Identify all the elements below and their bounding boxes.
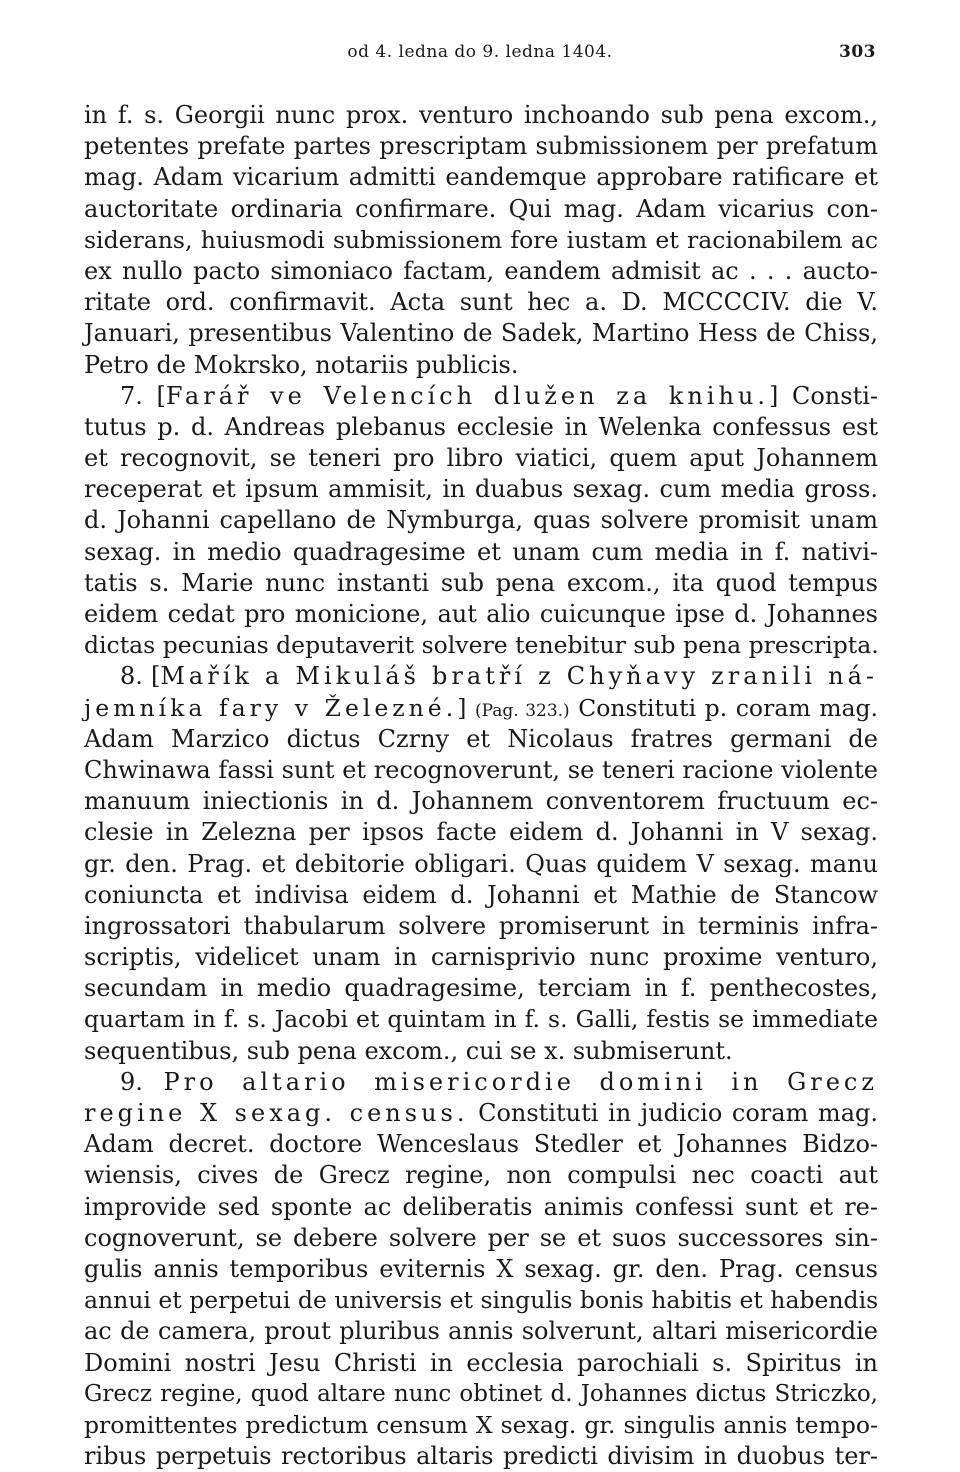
text-line — [84, 1316, 878, 1347]
text-line — [84, 1254, 878, 1285]
text-line — [84, 1036, 878, 1067]
running-header — [0, 42, 960, 66]
text-line — [84, 131, 878, 162]
text-run: 9. — [120, 1067, 164, 1096]
text-run: Chwinawa fassi sunt et recognoverunt, se teneri racione violente — [84, 755, 878, 784]
text-line — [84, 443, 878, 474]
section-heading-text: jemníka fary v Železné. — [84, 693, 458, 722]
text-run: ingrossatori thabularum solvere promiserunt in terminis infra- — [84, 911, 878, 940]
text-line — [84, 1223, 878, 1254]
text-line — [84, 724, 878, 755]
text-run: 7. [ — [120, 381, 166, 410]
text-line — [84, 1285, 878, 1316]
text-line — [84, 911, 878, 942]
section-heading-text: regine X sexag. census. — [84, 1099, 469, 1127]
text-line — [84, 1348, 878, 1379]
body-text — [84, 100, 878, 1472]
text-run: auctoritate ordinaria confirmare. Qui mag. Adam vicarius con- — [84, 194, 878, 223]
text-run: ritate ord. confirmavit. Acta sunt hec a. D. MCCCCIV. die V. — [84, 288, 878, 317]
text-run: dictas pecunias deputaverit solvere tenebitur sub pena prescripta. — [84, 631, 879, 660]
text-run: et recognovit, se teneri pro libro viatici, quem aput Johannem — [84, 444, 878, 473]
text-line — [84, 194, 878, 225]
section-heading-text: Pro altario misericordie domini in Grecz — [163, 1067, 879, 1096]
text-run: manuum iniectionis in d. Johannem conventorem fructuum ec- — [84, 787, 878, 816]
page-reference: (Pag. 323.) — [474, 700, 570, 721]
text-run: annui et perpetui de universis et singulis bonis habitis et habendis — [84, 1286, 879, 1315]
text-line — [84, 1410, 878, 1441]
text-line — [84, 568, 878, 599]
text-run: wiensis, cives de Grecz regine, non compulsi nec coacti aut — [84, 1161, 878, 1190]
text-run: secundam in medio quadragesime, terciam in f. penthecostes, — [84, 974, 878, 1003]
text-line — [84, 474, 878, 505]
text-line — [84, 412, 878, 443]
text-run: sequentibus, sub pena excom., cui se x. submiserunt. — [84, 1036, 733, 1065]
text-run: gulis annis temporibus eviternis X sexag. gr. den. Prag. census — [84, 1254, 878, 1283]
text-line — [84, 1160, 878, 1191]
text-line — [84, 1129, 878, 1160]
text-run: Adam Marzico dictus Czrny et Nicolaus fratres germani de — [84, 724, 878, 753]
text-line — [84, 225, 878, 256]
text-line — [84, 1192, 878, 1223]
text-line — [84, 973, 878, 1004]
text-run: coniuncta et indivisa eidem d. Johanni et Mathie de Stancow — [84, 880, 878, 909]
text-line — [84, 537, 878, 568]
text-run: ac de camera, prout pluribus annis solverunt, altari misericordie — [84, 1317, 878, 1346]
text-run: tutus p. d. Andreas plebanus ecclesie in Welenka confessus est — [84, 412, 878, 441]
text-line — [84, 100, 878, 131]
text-run: in f. s. Georgii nunc prox. venturo inchoando sub pena excom., — [84, 101, 878, 129]
text-run: d. Johanni capellano de Nymburga, quas solvere promisit unam — [84, 506, 878, 535]
text-line — [84, 849, 878, 880]
text-run: Januari, presentibus Valentino de Sadek, Martino Hess de Chiss, — [84, 319, 878, 348]
text-line — [84, 350, 878, 381]
text-run: ex nullo pacto simoniaco factam, eandem admisit ac . . . aucto- — [84, 256, 878, 285]
text-line — [84, 755, 878, 786]
section-heading-text: Mařík a Mikuláš bratří z Chyňavy zranili ná- — [160, 662, 879, 691]
text-run: promittentes predictum censum X sexag. gr. singulis annis tempo- — [84, 1410, 878, 1439]
text-line — [84, 1067, 878, 1098]
text-run: cognoverunt, se debere solvere per se et suos successores sin- — [84, 1223, 878, 1252]
text-line — [84, 1098, 878, 1129]
text-run: improvide sed sponte ac deliberatis animis confessi sunt et re- — [84, 1192, 878, 1221]
text-run: eidem cedat pro monicione, aut alio cuicunque ipse d. Johannes — [84, 600, 878, 628]
text-line — [84, 1379, 878, 1410]
text-line — [84, 786, 878, 817]
text-run: scriptis, videlicet unam in carnisprivio nunc proxime venturo, — [84, 943, 878, 972]
text-line — [84, 318, 878, 349]
text-line — [84, 1004, 878, 1035]
text-run: siderans, huiusmodi submissionem fore iustam et racionabilem ac — [84, 225, 878, 254]
text-line — [84, 630, 878, 661]
text-run: ] — [457, 693, 475, 722]
text-line — [84, 817, 878, 848]
text-run: Constituti p. coram mag. — [569, 693, 879, 722]
text-run: clesie in Zelezna per ipsos facte eidem d. Johanni in V sexag. — [84, 818, 878, 847]
text-run: tatis s. Marie nunc instanti sub pena excom., ita quod tempus — [84, 568, 878, 597]
text-line — [84, 599, 878, 630]
text-run: 8. [ — [120, 662, 161, 691]
text-line — [84, 880, 878, 911]
text-line — [84, 693, 878, 724]
text-run: ] Consti- — [769, 381, 878, 410]
text-line — [84, 505, 878, 536]
page-number: 303 — [839, 42, 876, 62]
text-run: Domini nostri Jesu Christi in ecclesia parochiali s. Spiritus in — [84, 1348, 878, 1377]
text-line — [84, 287, 878, 318]
text-run: Grecz regine, quod altare nunc obtinet d. Johannes dictus Striczko, — [84, 1380, 878, 1407]
text-run: sexag. in medio quadragesime et unam cum media in f. nativi- — [84, 537, 878, 566]
text-line — [84, 381, 878, 412]
text-run: gr. den. Prag. et debitorie obligari. Quas quidem V sexag. manu — [84, 849, 878, 878]
text-run: Petro de Mokrsko, notariis publicis. — [84, 350, 519, 379]
text-line — [84, 256, 878, 287]
text-line — [84, 942, 878, 973]
text-run: Constituti in judicio coram mag. — [468, 1099, 878, 1127]
text-line — [84, 162, 878, 193]
running-title: od 4. ledna do 9. ledna 1404. — [347, 42, 613, 62]
text-run: mag. Adam vicarium admitti eandemque approbare ratificare et — [84, 163, 878, 192]
text-run: quartam in f. s. Jacobi et quintam in f. s. Galli, festis se immediate — [84, 1005, 878, 1034]
text-run: receperat et ipsum ammisit, in duabus sexag. cum media gross. — [84, 475, 878, 504]
section-heading-text: Farář ve Velencích dlužen za knihu. — [165, 381, 769, 410]
text-run: Adam decret. doctore Wenceslaus Stedler et Johannes Bidzo- — [84, 1130, 878, 1159]
text-run: petentes prefate partes prescriptam submissionem per prefatum — [84, 132, 878, 161]
text-line — [84, 661, 878, 692]
text-run: ribus perpetuis rectoribus altaris predicti divisim in duobus ter- — [84, 1442, 878, 1471]
